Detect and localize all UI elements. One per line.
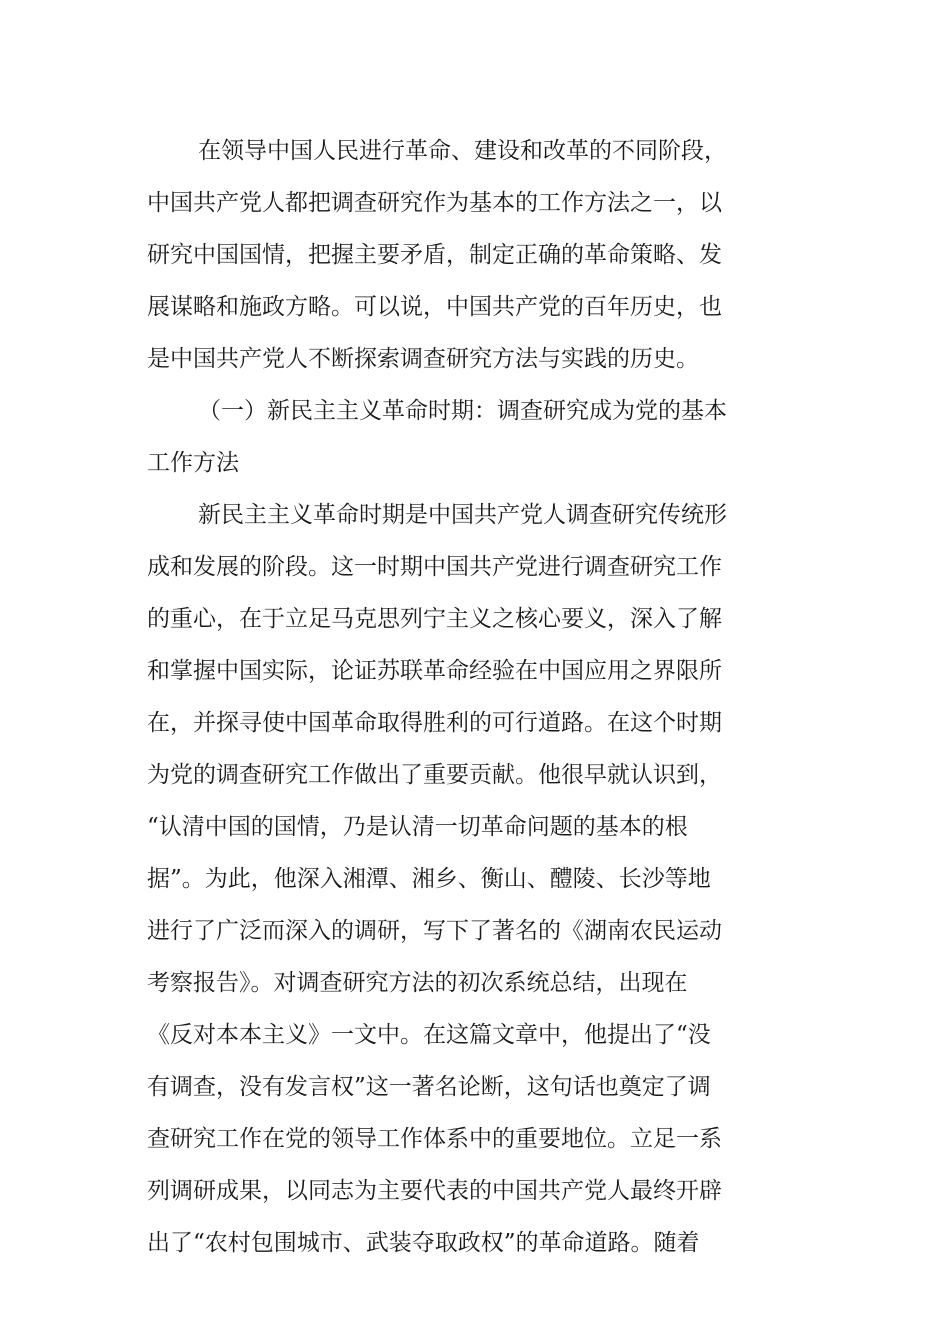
text-line: “认清中国的国情，乃是认清一切革命问题的基本的根	[147, 814, 688, 840]
section-heading: （一）新民主主义革命时期：调查研究成为党的基本	[198, 398, 727, 424]
text-line: 在，并探寻使中国革命取得胜利的可行道路。在这个时期	[147, 710, 722, 736]
text-line: 《反对本本主义》一文中。在这篇文章中，他提出了“没	[147, 1022, 711, 1048]
text-line: 和掌握中国实际，论证苏联革命经验在中国应用之界限所	[147, 658, 722, 684]
text-line: 的重心，在于立足马克思列宁主义之核心要义，深入了解	[147, 606, 722, 632]
text-line: 进行了广泛而深入的调研，写下了著名的《湖南农民运动	[147, 918, 722, 944]
text-line: 有调查，没有发言权”这一著名论断，这句话也奠定了调	[147, 1074, 711, 1100]
text-line: 成和发展的阶段。这一时期中国共产党进行调查研究工作	[147, 554, 722, 580]
text-line: 展谋略和施政方略。可以说，中国共产党的百年历史，也	[147, 294, 722, 320]
text-line: 查研究工作在党的领导工作体系中的重要地位。立足一系	[147, 1126, 722, 1152]
text-line: 中国共产党人都把调查研究作为基本的工作方法之一，以	[147, 190, 722, 216]
text-line: 新民主主义革命时期是中国共产党人调查研究传统形	[198, 502, 727, 528]
text-line: 出了“农村包围城市、武装夺取政权”的革命道路。随着	[147, 1230, 700, 1256]
text-line: 为党的调查研究工作做出了重要贡献。他很早就认识到，	[147, 762, 722, 788]
text-line: 是中国共产党人不断探索调查研究方法与实践的历史。	[147, 346, 699, 372]
text-line: 据”。为此，他深入湘潭、湘乡、衡山、醴陵、长沙等地	[147, 866, 711, 892]
text-line: 列调研成果，以同志为主要代表的中国共产党人最终开辟	[147, 1178, 722, 1204]
text-line: 研究中国国情，把握主要矛盾，制定正确的革命策略、发	[147, 242, 722, 268]
section-heading: 工作方法	[147, 450, 239, 476]
text-line: 在领导中国人民进行革命、建设和改革的不同阶段，	[198, 138, 727, 164]
text-line: 考察报告》。对调查研究方法的初次系统总结，出现在	[147, 970, 688, 996]
